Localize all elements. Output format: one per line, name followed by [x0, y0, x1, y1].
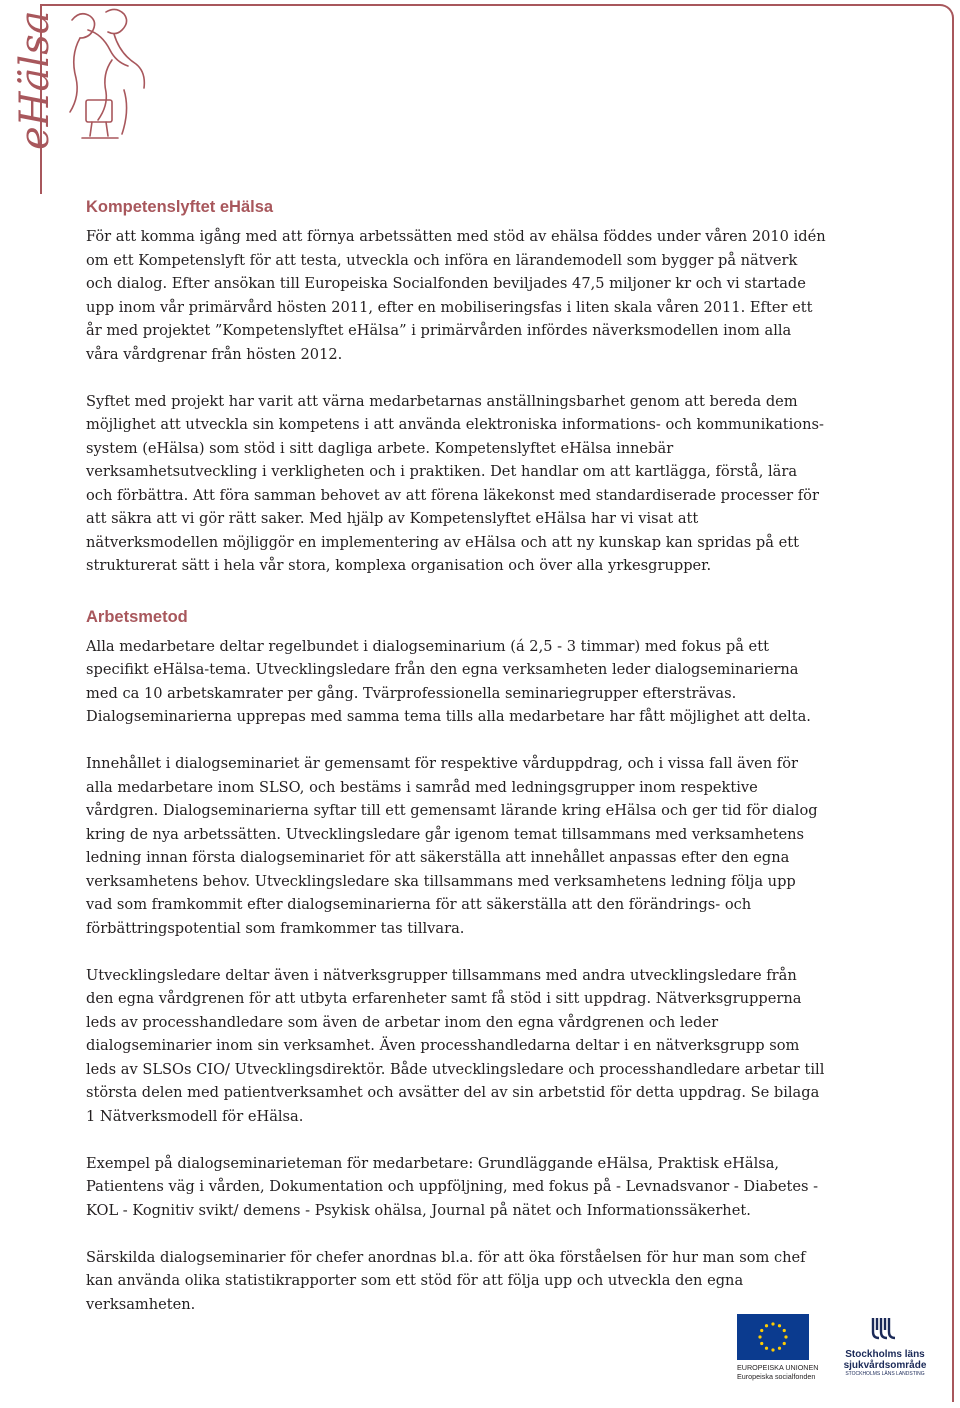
- paragraph: Innehållet i dialogseminariet är gemensamt för respektive vårduppdrag, och i vissa fall även för alla medarbetare inom SLSO, och bestäms i samråd med ledningsgrupper inom respektive vårdgren. Dialogseminarierna syftar till ett gemensamt lärande kring eHälsa och ger tid för dialog kring de nya arbetssätten. Utvecklingsledare går igenom temat tillsammans med verksamhetens ledning innan första dialogseminariet för att säkerställa att innehållet anpassas efter den egna verksamhetens behov. Utvecklingsledare ska tillsammans med verksamhetens ledning följa upp vad som framkommit efter dialogseminarierna för att säkerställa att den förändrings- och förbättringspotential som framkommer tas tillvara.: [86, 755, 818, 937]
- eu-star: [784, 1335, 787, 1338]
- paragraph: Särskilda dialogseminarier för chefer anordnas bl.a. för att öka förståelsen för hur man som chef kan använda olika statistikrapporter som ett stöd för att följa upp och utveckla den egna verksamheten.: [86, 1248, 806, 1313]
- eu-flag-icon: [737, 1314, 809, 1360]
- sll-emblem-icon: [867, 1316, 903, 1340]
- sll-sub-label: STOCKHOLMS LÄNS LANDSTING: [845, 1371, 925, 1377]
- eu-logo: [737, 1314, 819, 1381]
- eu-star: [760, 1329, 763, 1332]
- eu-star: [778, 1324, 781, 1327]
- section-title-arbetsmetod: Arbetsmetod: [86, 607, 188, 626]
- eu-stars-icon: [737, 1314, 809, 1360]
- eu-star: [783, 1329, 786, 1332]
- eu-star: [771, 1322, 774, 1325]
- ehalsa-logo: [2, 0, 152, 160]
- logo-text: eHälsa: [12, 10, 58, 150]
- sll-name-line1: Stockholms läns: [845, 1349, 925, 1360]
- eu-star: [765, 1347, 768, 1350]
- sll-name-line2: sjukvårdsområde: [843, 1360, 927, 1371]
- footer: [0, 1310, 960, 1400]
- eu-star: [765, 1324, 768, 1327]
- eu-star: [783, 1342, 786, 1345]
- paragraph: Exempel på dialogseminarieteman för medarbetare: Grundläggande eHälsa, Praktisk eHälsa, Patientens väg i vården, Dokumentation och uppföljning, med fokus på - Levnadsvanor - Diabetes - KOL - Kognitiv svikt/ demens - Psykisk ohälsa, Journal på nätet och Informationssäkerhet.: [86, 1154, 819, 1219]
- eu-union-label: EUROPEISKA UNIONEN: [737, 1363, 819, 1372]
- paragraph: Syftet med projekt har varit att värna medarbetarnas anställningsbarhet genom att bereda dem möjlighet att utveckla sin kompetens i att använda elektroniska informations- och kommunikations-system (eHälsa) som stöd i sitt dagliga arbete. Kompetenslyftet eHälsa innebär verksamhetsutveckling i verkligheten och i praktiken. Det handlar om att kartlägga, förstå, lära och förbättra. Att föra samman behovet av att förena läkekonst med standardiserade processer för att säkra att vi gör rätt saker. Med hjälp av Kompetenslyftet eHälsa har vi visat att nätverksmodellen möjliggör en implementering av eHälsa och att ny kunskap kan spridas på ett strukturerat sätt i hela vår stora, komplexa organisation och över alla yrkesgrupper.: [86, 392, 824, 574]
- section-title-kompetenslyftet: Kompetenslyftet eHälsa: [86, 198, 274, 216]
- eu-star: [771, 1348, 774, 1351]
- main-content: [86, 196, 826, 1340]
- paragraph: För att komma igång med att förnya arbetssätten med stöd av ehälsa föddes under våren 2010 idén om ett Kompetenslyft för att testa, utveckla och införa en lärandemodell som bygger på nätverk och dialog. Efter ansökan till Europeiska Socialfonden beviljades 47,5 miljoner kr och vi startade upp inom vår primärvård hösten 2011, efter en mobiliseringsfas i liten skala våren 2011. Efter ett år med projektet ”Kompetenslyftet eHälsa” i primärvården infördes näverksmodellen inom alla våra vårdgrenar från hösten 2012.: [86, 228, 826, 363]
- eu-star: [758, 1335, 761, 1338]
- paragraph: Alla medarbetare deltar regelbundet i dialogseminarium (á 2,5 - 3 timmar) med fokus på ett specifikt eHälsa-tema. Utvecklingsledare från den egna verksamheten leder dialogseminarierna med ca 10 arbetskamrater per gång. Tvärprofessionella seminariegrupper eftersträvas. Dialogseminarierna upprepas med samma tema tills alla medarbetare har fått möjlighet att delta.: [86, 637, 811, 725]
- eu-fund-label: Europeiska socialfonden: [737, 1372, 816, 1381]
- sll-logo: [840, 1316, 930, 1378]
- eu-star: [760, 1342, 763, 1345]
- paragraph: Utvecklingsledare deltar även i nätverksgrupper tillsammans med andra utvecklingsledare från den egna vårdgrenen för att utbyta erfarenheter samt få stöd i sitt uppdrag. Nätverksgrupperna leds av processhandledare som även de arbetar inom den egna vårdgrenen och leder dialogseminarier inom sin verksamhet. Även processhandledarna deltar i en nätverksgrupp som leds av SLSOs CIO/ Utvecklingsdirektör. Både utvecklingsledare och processhandledare arbetar till största delen med patientverksamhet och avsätter del av sin arbetstid för detta uppdrag. Se bilaga 1 Nätverksmodell för eHälsa.: [86, 966, 825, 1125]
- eu-star: [778, 1347, 781, 1350]
